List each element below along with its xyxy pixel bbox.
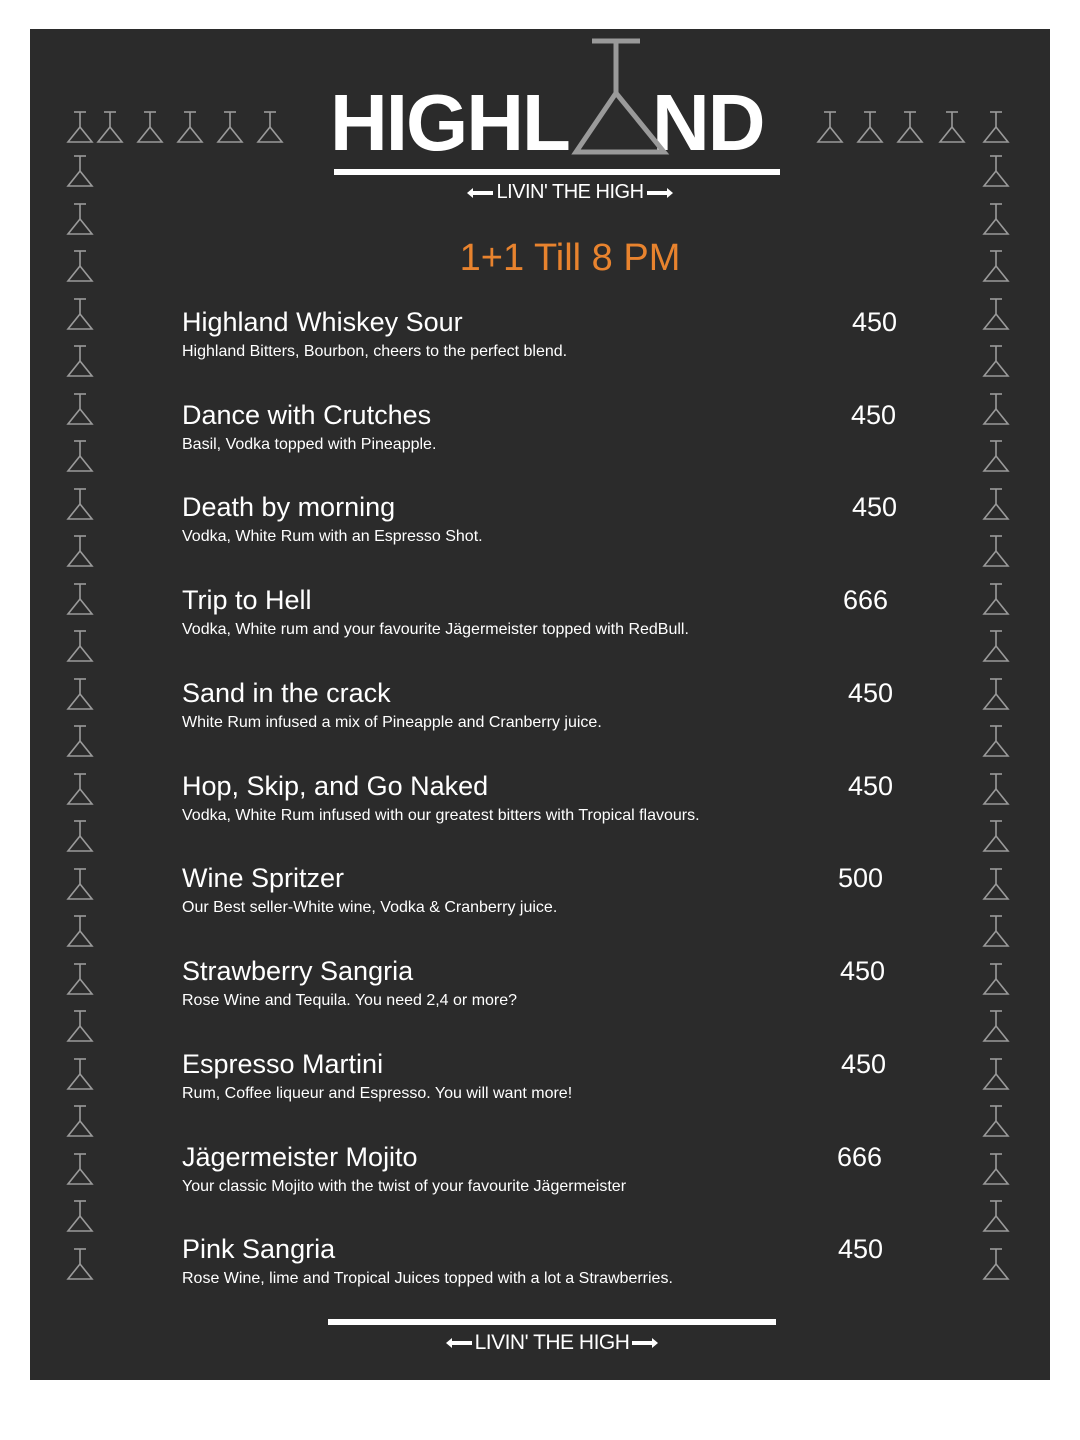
item-price: 450 (838, 1234, 884, 1264)
martini-glass-icon (984, 726, 1008, 756)
martini-glass-icon (68, 394, 92, 424)
menu-card (30, 29, 1050, 1380)
item-name: Hop, Skip, and Go Naked (182, 771, 489, 801)
logo-underline (334, 169, 780, 175)
item-name: Sand in the crack (182, 678, 391, 708)
item-name: Death by morning (182, 492, 396, 522)
item-description: Rose Wine and Tequila. You need 2,4 or more? (182, 992, 518, 1009)
martini-glass-icon (858, 112, 882, 142)
martini-glass-icon (984, 441, 1008, 471)
footer-divider (328, 1319, 776, 1325)
menu-item (182, 1142, 882, 1212)
menu-item (182, 863, 882, 933)
logo (330, 37, 790, 177)
menu-item (182, 956, 886, 1026)
menu-item (182, 307, 898, 377)
martini-glass-icon (68, 964, 92, 994)
logo-text-left: HIGHL (330, 78, 569, 167)
item-name: Espresso Martini (182, 1049, 384, 1079)
martini-glass-icon (68, 441, 92, 471)
martini-glass-icon (984, 112, 1008, 142)
martini-glass-icon (984, 964, 1008, 994)
martini-glass-icon (984, 916, 1008, 946)
martini-glass-icon (68, 1249, 92, 1279)
item-name: Jägermeister Mojito (182, 1142, 418, 1172)
martini-glass-icon (984, 394, 1008, 424)
item-price: 450 (848, 771, 894, 801)
martini-glass-icon (984, 156, 1008, 186)
martini-glass-icon (818, 112, 842, 142)
arrow-left-icon (471, 191, 493, 195)
item-name: Highland Whiskey Sour (182, 307, 463, 337)
menu-item (182, 1234, 882, 1304)
menu-item (182, 678, 894, 748)
martini-glass-icon (984, 1249, 1008, 1279)
item-description: Vodka, White Rum with an Espresso Shot. (182, 528, 483, 545)
martini-glass-icon (178, 112, 202, 142)
martini-glass-icon (68, 1059, 92, 1089)
item-name: Wine Spritzer (182, 863, 345, 893)
martini-glass-icon (68, 679, 92, 709)
martini-glass-icon (984, 1154, 1008, 1184)
item-price: 450 (852, 307, 898, 337)
item-name: Dance with Crutches (182, 400, 432, 430)
martini-glass-icon (984, 1059, 1008, 1089)
martini-glass-icon (984, 821, 1008, 851)
martini-glass-icon (258, 112, 282, 142)
martini-glass-icon (98, 112, 122, 142)
item-description: Your classic Mojito with the twist of your favourite Jägermeister (182, 1178, 627, 1195)
martini-glass-icon (984, 251, 1008, 281)
item-description: Highland Bitters, Bourbon, cheers to the perfect blend. (182, 343, 568, 360)
martini-glass-icon (68, 1011, 92, 1041)
item-price: 666 (837, 1142, 883, 1172)
item-price: 450 (851, 400, 897, 430)
item-description: Vodka, White Rum infused with our greatest bitters with Tropical flavours. (182, 807, 700, 824)
martini-glass-icon (68, 489, 92, 519)
martini-glass-icon (898, 112, 922, 142)
item-price: 666 (843, 585, 889, 615)
item-price: 500 (838, 863, 884, 893)
item-description: White Rum infused a mix of Pineapple and Cranberry juice. (182, 714, 602, 731)
martini-glass-icon (984, 584, 1008, 614)
martini-glass-icon (68, 869, 92, 899)
martini-glass-icon (68, 1201, 92, 1231)
arrow-right-icon (647, 191, 669, 195)
martini-glass-icon (984, 204, 1008, 234)
martini-glass-icon (68, 1106, 92, 1136)
tagline-text: LIVIN' THE HIGH (496, 181, 644, 203)
martini-glass-icon (68, 726, 92, 756)
item-price: 450 (840, 956, 886, 986)
menu-item (182, 1049, 887, 1119)
menu-item (182, 585, 889, 655)
item-name: Pink Sangria (182, 1234, 336, 1264)
martini-glass-icon (984, 1106, 1008, 1136)
martini-glass-icon (984, 1201, 1008, 1231)
item-description: Rose Wine, lime and Tropical Juices topped with a lot a Strawberries. (182, 1270, 673, 1287)
menu-item (182, 771, 894, 841)
martini-glass-icon (68, 251, 92, 281)
martini-glass-icon (68, 821, 92, 851)
martini-glass-icon (330, 37, 790, 177)
menu-item (182, 400, 897, 470)
menu-item (182, 492, 898, 562)
item-description: Rum, Coffee liqueur and Espresso. You will want more! (182, 1085, 573, 1102)
martini-glass-icon (940, 112, 964, 142)
martini-glass-icon (68, 631, 92, 661)
martini-glass-icon (68, 1154, 92, 1184)
martini-glass-icon (68, 299, 92, 329)
martini-glass-icon (984, 869, 1008, 899)
martini-glass-icon (984, 631, 1008, 661)
martini-glass-icon (984, 774, 1008, 804)
item-description: Vodka, White rum and your favourite Jägermeister topped with RedBull. (182, 621, 689, 638)
martini-glass-icon (984, 536, 1008, 566)
martini-glass-icon (138, 112, 162, 142)
martini-glass-icon (984, 679, 1008, 709)
martini-glass-icon (68, 346, 92, 376)
martini-glass-icon (68, 774, 92, 804)
martini-glass-icon (68, 204, 92, 234)
martini-glass-icon (68, 584, 92, 614)
martini-glass-icon (984, 346, 1008, 376)
item-name: Trip to Hell (182, 585, 312, 615)
item-price: 450 (852, 492, 898, 522)
tagline-text: LIVIN' THE HIGH (474, 1331, 630, 1354)
tagline-bottom (402, 1331, 702, 1355)
martini-glass-icon (984, 489, 1008, 519)
martini-glass-icon (68, 156, 92, 186)
martini-glass-icon (984, 1011, 1008, 1041)
item-price: 450 (841, 1049, 887, 1079)
martini-glass-icon (68, 536, 92, 566)
arrow-left-icon (450, 1341, 472, 1345)
martini-glass-icon (218, 112, 242, 142)
item-description: Our Best seller-White wine, Vodka & Cranberry juice. (182, 899, 558, 916)
martini-glass-icon (68, 916, 92, 946)
logo-text-right: ND (652, 78, 764, 167)
tagline-top (420, 181, 720, 204)
item-price: 450 (848, 678, 894, 708)
item-description: Basil, Vodka topped with Pineapple. (182, 436, 437, 453)
martini-glass-icon (984, 299, 1008, 329)
promo-heading: 1+1 Till 8 PM (459, 237, 681, 279)
arrow-right-icon (632, 1341, 654, 1345)
martini-glass-icon (68, 112, 92, 142)
item-name: Strawberry Sangria (182, 956, 414, 986)
